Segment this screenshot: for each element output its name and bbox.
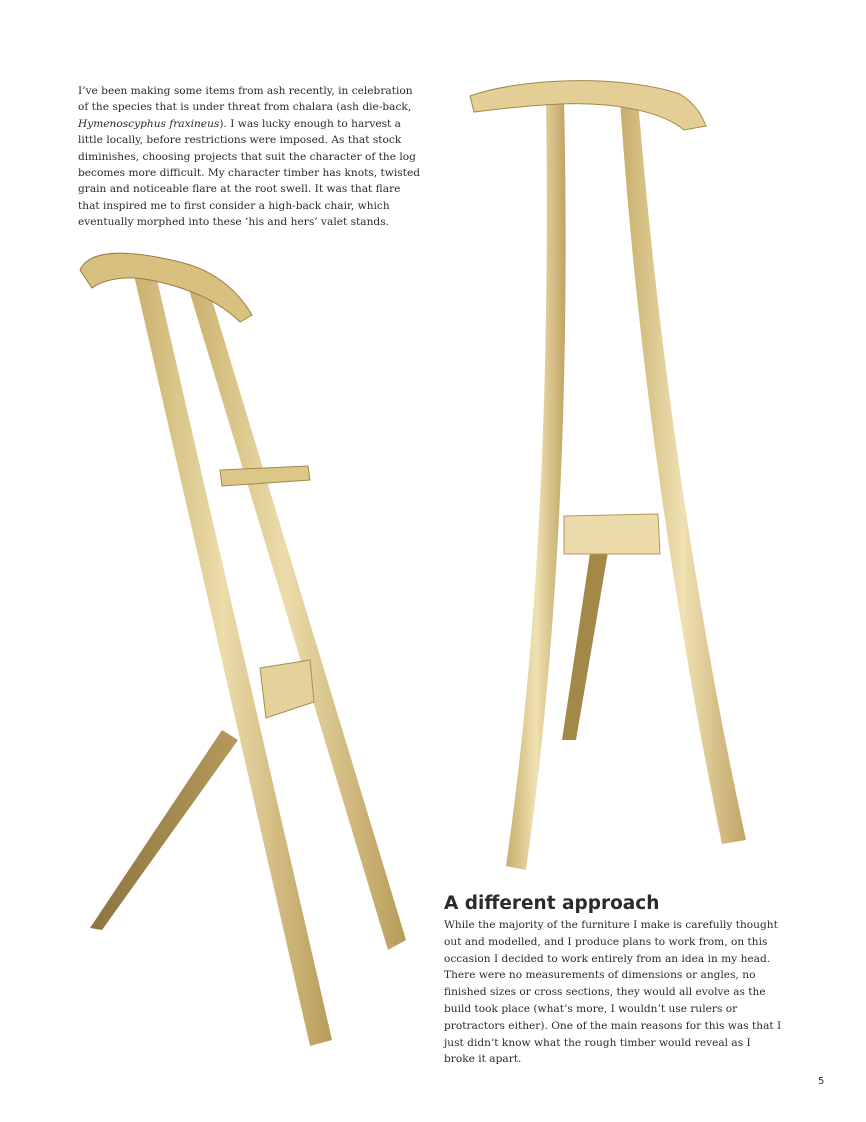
intro-text-part1: I’ve been making some items from ash recently, in celebration of the species that is under threat from chalara (ash die-back, — [78, 85, 413, 114]
shoulder-hanger — [80, 253, 252, 322]
intro-text-part2: ). I was lucky enough to harvest a little locally, before restrictions were imposed. As that stock diminishes, choosing projects that suit the character of the log becomes more difficult. My character timber has knots, twisted grain and noticeable flare at the root swell. It was that flare that inspired me to first consider a high-back chair, which eventually morphed into these ‘his and hers’ valet stands. — [78, 117, 420, 229]
rear-leg — [562, 540, 610, 740]
cross-rail — [564, 514, 660, 554]
page-number: 5 — [818, 1076, 825, 1087]
rear-leg — [90, 730, 238, 930]
cross-rail — [260, 660, 314, 718]
section-body: While the majority of the furniture I make is carefully thought out and modelled, and I produce plans to work from, on this occasion I decided to work entirely from an idea in my head. There were no measurements of dimensions or angles, no finished sizes or cross sections, they would all evolve as the build took place (what’s more, I wouldn’t use rulers or protractors either). One of the main reasons for this was that I just didn’t know what the rough timber would reveal as I broke it apart. — [444, 919, 782, 1066]
left-upright — [506, 98, 566, 870]
species-name: Hymenoscyphus fraxineus — [78, 117, 220, 130]
shoulder-hanger — [470, 81, 706, 130]
photo-valet-stand-with-shelf — [70, 240, 420, 1060]
right-upright — [620, 100, 746, 844]
section-heading: A different approach — [444, 893, 660, 914]
intro-paragraph — [78, 83, 423, 231]
photo-valet-stand — [460, 70, 770, 880]
trouser-bar — [220, 466, 310, 486]
